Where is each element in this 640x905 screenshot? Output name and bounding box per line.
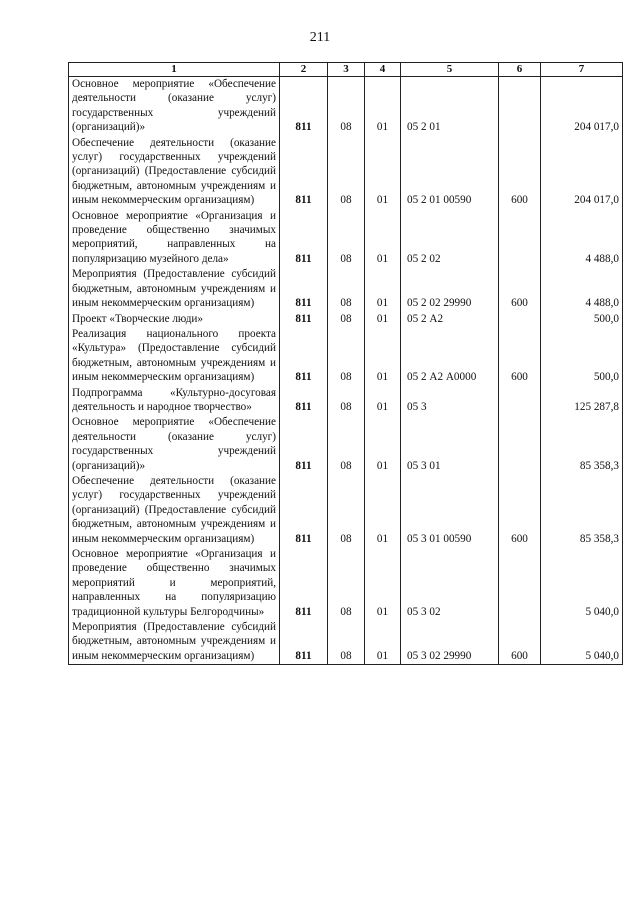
row-subsection-code: 01 [365, 386, 401, 416]
row-section-code: 08 [328, 386, 365, 416]
row-subsection-code: 01 [365, 77, 401, 136]
row-target-article: 05 2 01 [401, 77, 499, 136]
row-name: Основное мероприятие «Обеспечение деятельности (оказание услуг) государственных учреждений (организаций)» [69, 415, 280, 474]
table-row [69, 136, 623, 209]
row-ministry-code: 811 [280, 327, 328, 386]
table-row [69, 327, 623, 386]
row-amount: 500,0 [541, 327, 623, 386]
table-row [69, 209, 623, 268]
row-name: Обеспечение деятельности (оказание услуг) государственных учреждений (организаций) (Предоставление субсидий бюджетным, автономным учреждениям и иным некоммерческим организациям) [69, 474, 280, 547]
column-header-2: 2 [280, 63, 328, 77]
row-name: Основное мероприятие «Организация и проведение общественно значимых мероприятий, направленных на популяризацию музейного дела» [69, 209, 280, 268]
row-expense-type [499, 386, 541, 416]
row-amount: 4 488,0 [541, 209, 623, 268]
row-name: Реализация национального проекта «Культура» (Предоставление субсидий бюджетным, автономным учреждениям и иным некоммерческим организациям) [69, 327, 280, 386]
row-subsection-code: 01 [365, 312, 401, 327]
row-name: Подпрограмма «Культурно-досуговая деятельность и народное творчество» [69, 386, 280, 416]
row-name: Обеспечение деятельности (оказание услуг) государственных учреждений (организаций) (Предоставление субсидий бюджетным, автономным учреждениям и иным некоммерческим организациям) [69, 136, 280, 209]
row-expense-type [499, 547, 541, 620]
row-ministry-code: 811 [280, 136, 328, 209]
table-row [69, 620, 623, 665]
row-amount: 125 287,8 [541, 386, 623, 416]
row-ministry-code: 811 [280, 267, 328, 311]
row-name: Основное мероприятие «Обеспечение деятельности (оказание услуг) государственных учреждений (организаций)» [69, 77, 280, 136]
row-subsection-code: 01 [365, 267, 401, 311]
row-section-code: 08 [328, 415, 365, 474]
row-amount: 85 358,3 [541, 415, 623, 474]
row-amount: 500,0 [541, 312, 623, 327]
row-ministry-code: 811 [280, 77, 328, 136]
row-target-article: 05 3 01 [401, 415, 499, 474]
table-row [69, 267, 623, 311]
table-row [69, 386, 623, 416]
row-section-code: 08 [328, 77, 365, 136]
row-target-article: 05 3 [401, 386, 499, 416]
row-section-code: 08 [328, 209, 365, 268]
row-name: Основное мероприятие «Организация и проведение общественно значимых мероприятий и мероприятий, направленных на популяризацию традиционной культуры Белгородчины» [69, 547, 280, 620]
row-expense-type: 600 [499, 474, 541, 547]
row-ministry-code: 811 [280, 312, 328, 327]
column-header-4: 4 [365, 63, 401, 77]
row-target-article: 05 2 А2 А0000 [401, 327, 499, 386]
row-target-article: 05 2 01 00590 [401, 136, 499, 209]
row-name: Мероприятия (Предоставление субсидий бюджетным, автономным учреждениям и иным некоммерческим организациям) [69, 267, 280, 311]
row-target-article: 05 2 02 29990 [401, 267, 499, 311]
row-section-code: 08 [328, 327, 365, 386]
column-header-6: 6 [499, 63, 541, 77]
row-target-article: 05 3 01 00590 [401, 474, 499, 547]
row-subsection-code: 01 [365, 620, 401, 665]
column-header-7: 7 [541, 63, 623, 77]
row-subsection-code: 01 [365, 547, 401, 620]
row-expense-type: 600 [499, 620, 541, 665]
row-name: Мероприятия (Предоставление субсидий бюджетным, автономным учреждениям и иным некоммерческим организациям) [69, 620, 280, 665]
row-target-article: 05 3 02 29990 [401, 620, 499, 665]
table-row [69, 77, 623, 136]
row-ministry-code: 811 [280, 547, 328, 620]
column-header-5: 5 [401, 63, 499, 77]
row-amount: 85 358,3 [541, 474, 623, 547]
row-section-code: 08 [328, 474, 365, 547]
row-subsection-code: 01 [365, 327, 401, 386]
row-section-code: 08 [328, 312, 365, 327]
table-header-row [69, 63, 623, 77]
row-subsection-code: 01 [365, 415, 401, 474]
row-expense-type [499, 77, 541, 136]
row-ministry-code: 811 [280, 209, 328, 268]
row-ministry-code: 811 [280, 415, 328, 474]
row-expense-type [499, 209, 541, 268]
row-ministry-code: 811 [280, 474, 328, 547]
row-amount: 204 017,0 [541, 77, 623, 136]
row-amount: 204 017,0 [541, 136, 623, 209]
row-amount: 4 488,0 [541, 267, 623, 311]
row-subsection-code: 01 [365, 209, 401, 268]
table-row [69, 415, 623, 474]
row-section-code: 08 [328, 267, 365, 311]
table-row [69, 474, 623, 547]
row-subsection-code: 01 [365, 474, 401, 547]
row-amount: 5 040,0 [541, 620, 623, 665]
page-number: 211 [309, 30, 331, 45]
row-amount: 5 040,0 [541, 547, 623, 620]
row-target-article: 05 2 02 [401, 209, 499, 268]
budget-table [68, 62, 623, 665]
row-section-code: 08 [328, 620, 365, 665]
table-row [69, 547, 623, 620]
row-expense-type: 600 [499, 136, 541, 209]
row-expense-type [499, 415, 541, 474]
row-expense-type [499, 312, 541, 327]
column-header-3: 3 [328, 63, 365, 77]
column-header-1: 1 [69, 63, 280, 77]
row-ministry-code: 811 [280, 620, 328, 665]
row-section-code: 08 [328, 547, 365, 620]
row-target-article: 05 2 А2 [401, 312, 499, 327]
table-row [69, 312, 623, 327]
row-name: Проект «Творческие люди» [69, 312, 280, 327]
row-expense-type: 600 [499, 267, 541, 311]
row-ministry-code: 811 [280, 386, 328, 416]
row-expense-type: 600 [499, 327, 541, 386]
row-target-article: 05 3 02 [401, 547, 499, 620]
row-subsection-code: 01 [365, 136, 401, 209]
row-section-code: 08 [328, 136, 365, 209]
budget-table-container [68, 62, 622, 665]
